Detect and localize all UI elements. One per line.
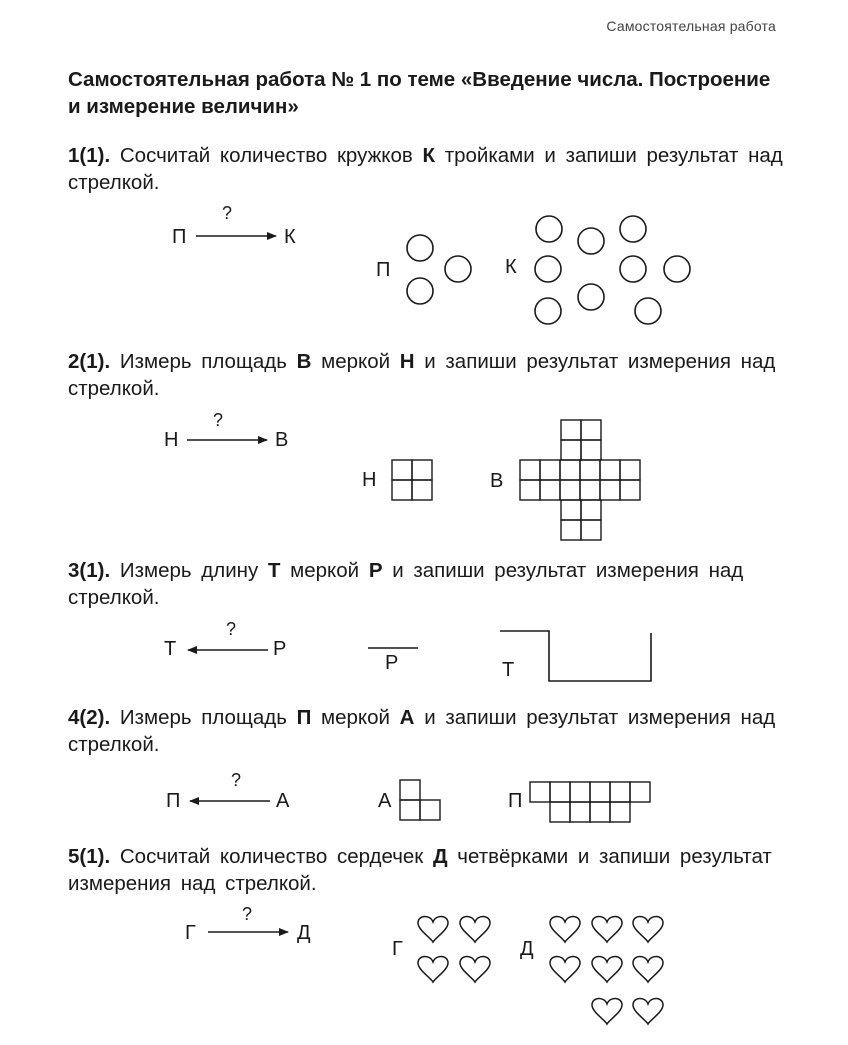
- figure-label: Г: [392, 938, 403, 960]
- task-key: П: [296, 706, 312, 729]
- arrow-from-label: Н: [164, 429, 179, 451]
- question-mark: ?: [222, 203, 233, 223]
- arrow-to-label: К: [284, 226, 296, 248]
- heart-icon-d: [550, 956, 580, 982]
- arrow-from-label: П: [172, 226, 187, 248]
- heart-icon-g: [418, 916, 448, 942]
- figure-label: Р: [385, 652, 399, 674]
- heart-icon-d: [592, 956, 622, 982]
- task-number: 2(1).: [68, 350, 111, 373]
- task-text: Сосчитай количество кружков: [119, 144, 413, 167]
- question-mark: ?: [213, 410, 224, 430]
- task-text: Измерь площадь: [119, 706, 287, 729]
- figure-label: К: [505, 256, 517, 278]
- question-mark: ?: [226, 619, 237, 639]
- task-key: Р: [368, 559, 383, 582]
- figure-v-cross: [520, 420, 640, 540]
- arrow-to-label: П: [166, 790, 181, 812]
- task-text: и запиши результат измерения над стрелкой.: [68, 706, 776, 756]
- task-key: Т: [267, 559, 281, 582]
- measure-a-shape: [400, 780, 440, 820]
- task-text: тройками и запиши результат над стрелкой.: [68, 144, 783, 194]
- task-key: В: [296, 350, 312, 373]
- task-number: 1(1).: [68, 144, 111, 167]
- figure-label: А: [378, 790, 392, 812]
- task-text: и запиши результат измерения над стрелкой.: [68, 559, 744, 609]
- task-text: меркой: [290, 559, 360, 582]
- task-number: 3(1).: [68, 559, 111, 582]
- figure-label: П: [376, 259, 391, 281]
- heart-icon-g: [460, 956, 490, 982]
- question-mark: ?: [231, 770, 242, 790]
- figure-label: П: [508, 790, 523, 812]
- page-header: Самостоятельная работа: [606, 18, 776, 34]
- arrow-from-label: А: [276, 790, 290, 812]
- heart-icon-g: [460, 916, 490, 942]
- arrow-from-label: Г: [185, 922, 196, 944]
- task-key: Д: [432, 845, 448, 868]
- figure-p-shape: [530, 782, 650, 822]
- arrow-from-label: Р: [273, 638, 287, 660]
- figure-label: Т: [502, 659, 515, 681]
- heart-icon-g: [418, 956, 448, 982]
- task-text: четвёрками и запиши результат измерения над стрелкой.: [68, 845, 772, 895]
- task-text: Сосчитай количество сердечек: [119, 845, 424, 868]
- circles-group-p: [407, 235, 471, 304]
- question-mark: ?: [242, 904, 253, 924]
- figure-label: В: [490, 470, 504, 492]
- figure-label: Д: [520, 938, 534, 960]
- heart-icon-d: [633, 956, 663, 982]
- task-text: Измерь площадь: [119, 350, 287, 373]
- figure-label: Н: [362, 469, 377, 491]
- circles-group-k: [535, 216, 690, 324]
- task-key: А: [399, 706, 415, 729]
- arrow-to-label: В: [275, 429, 289, 451]
- task-text: Измерь длину: [119, 559, 259, 582]
- task-text: меркой: [321, 350, 391, 373]
- heart-icon-d: [550, 916, 580, 942]
- task-key: Н: [399, 350, 415, 373]
- task-text: меркой: [321, 706, 390, 729]
- heart-icon-d: [592, 916, 622, 942]
- arrow-to-label: Д: [297, 922, 311, 944]
- task-key: К: [422, 144, 436, 167]
- task-number: 5(1).: [68, 845, 111, 868]
- arrow-to-label: Т: [164, 638, 177, 660]
- heart-icon-d: [633, 998, 663, 1024]
- page-title: Самостоятельная работа № 1 по теме «Введение числа. Построение и измерение величин»: [68, 68, 771, 118]
- heart-icon-d: [633, 916, 663, 942]
- measure-n-grid: [392, 460, 432, 500]
- task-number: 4(2).: [68, 706, 111, 729]
- task-text: и запиши результат измерения над стрелкой.: [68, 350, 776, 400]
- heart-icon-d: [592, 998, 622, 1024]
- figure-t-polyline: [500, 631, 651, 681]
